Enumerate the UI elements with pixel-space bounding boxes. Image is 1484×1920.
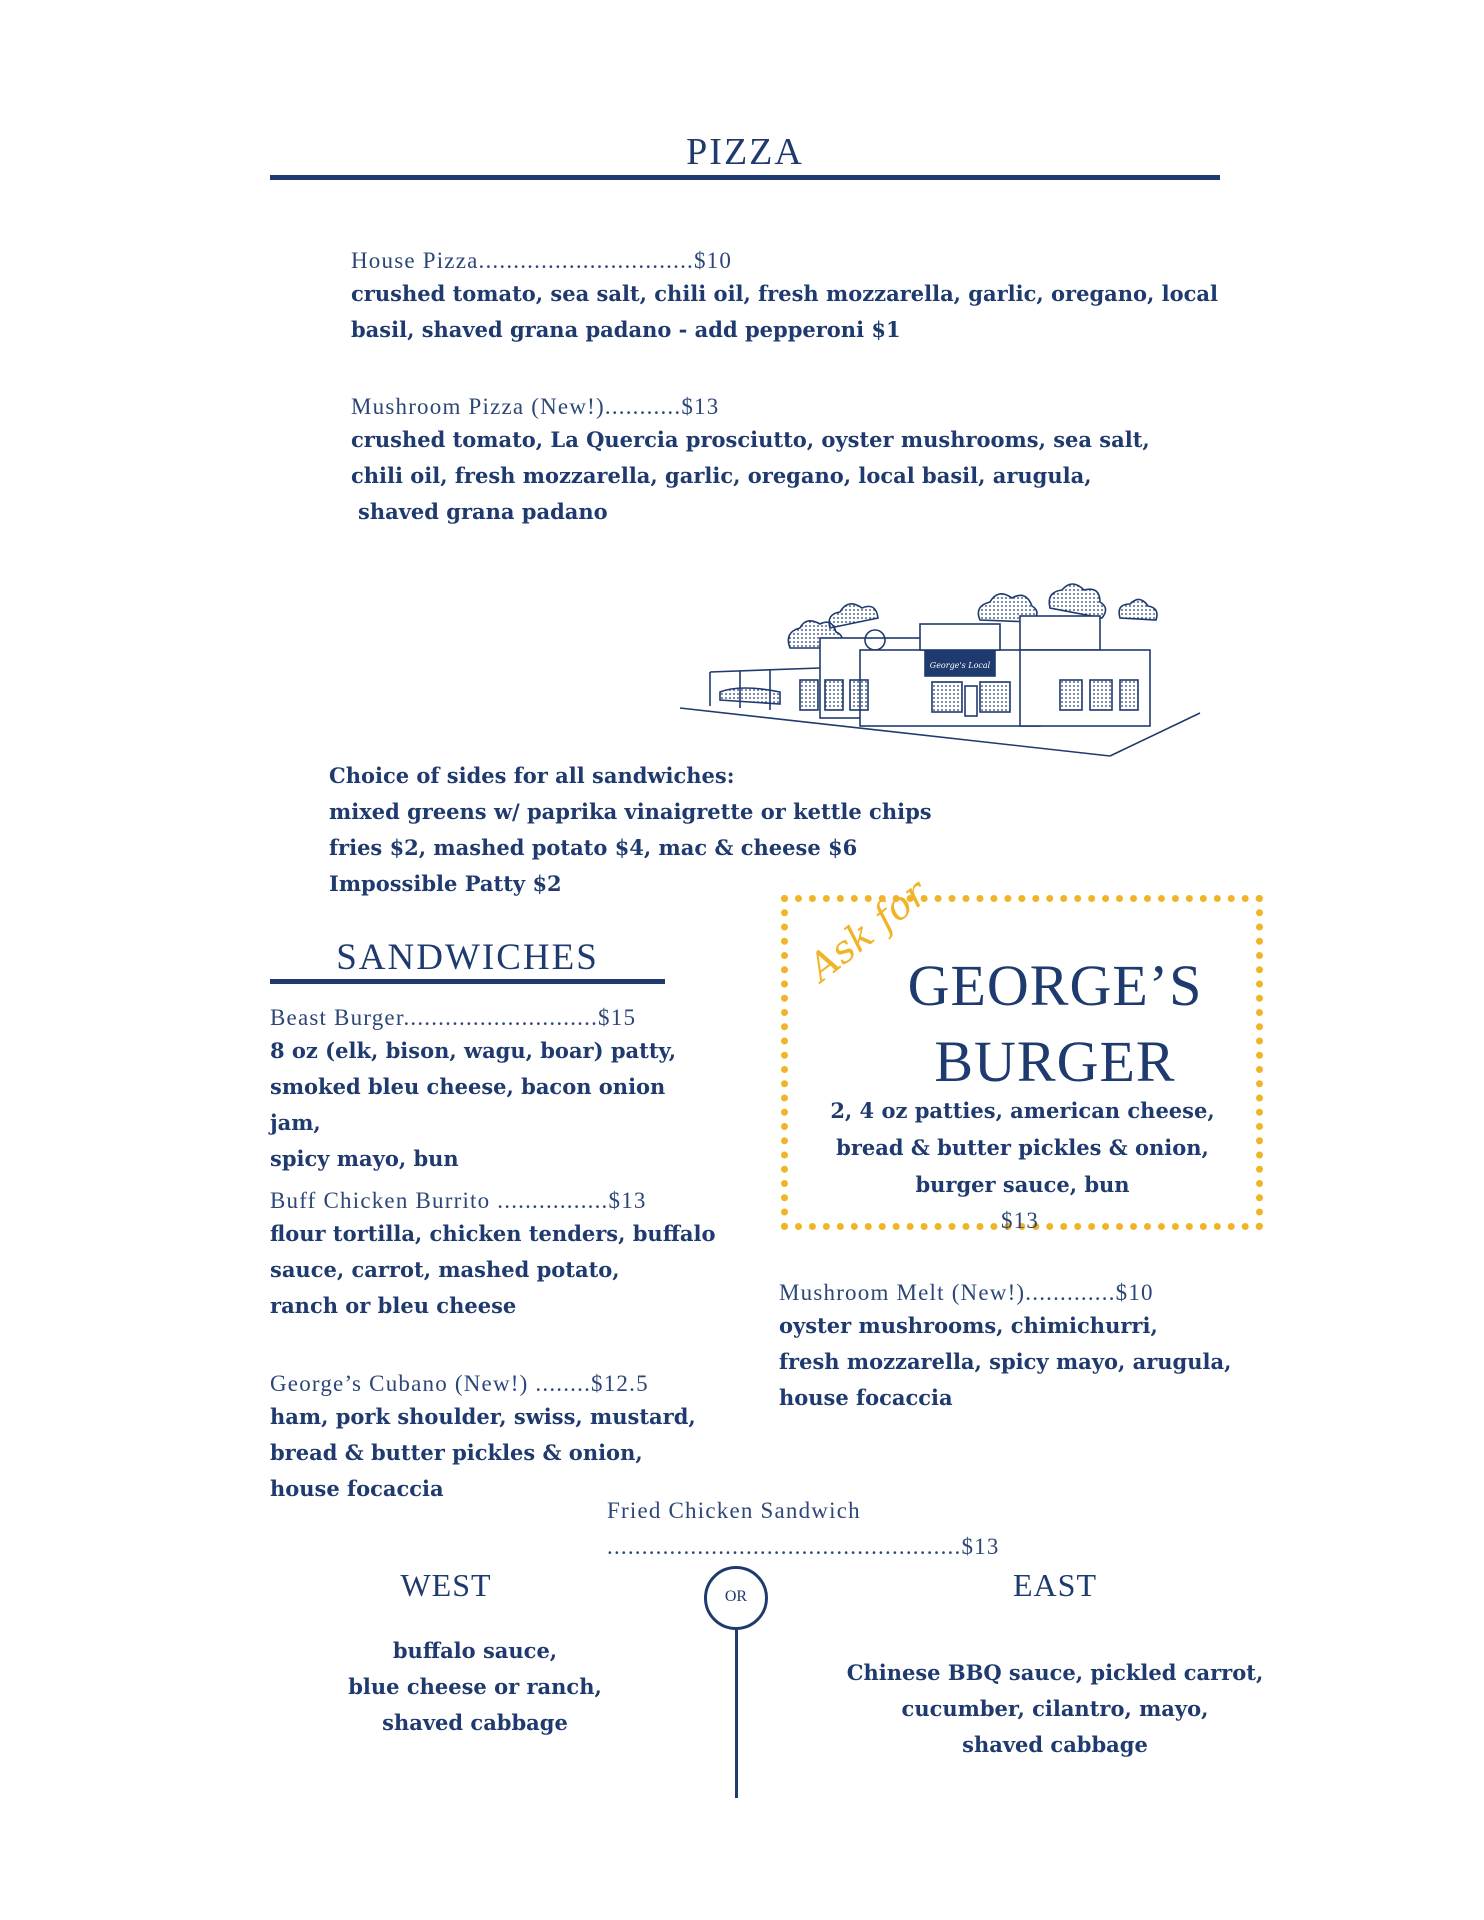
item-title-line	[270, 1005, 720, 1031]
item-price: $13	[961, 1534, 1000, 1559]
pizza-heading: PIZZA	[686, 131, 804, 173]
item-description	[270, 1033, 720, 1177]
item-title-line	[351, 248, 1251, 274]
sides-line: mixed greens w/ paprika vinaigrette or kettle chips	[329, 799, 932, 824]
desc-line: flour tortilla, chicken tenders, buffalo	[270, 1221, 716, 1246]
desc-line: crushed tomato, La Quercia prosciutto, oyster mushrooms, sea salt,	[351, 427, 1150, 452]
desc-line: bread & butter pickles & onion,	[836, 1135, 1209, 1160]
special-title-line2: BURGER	[934, 1029, 1176, 1094]
item-dots: ...............................	[478, 248, 694, 273]
item-dots: ............................	[403, 1005, 599, 1030]
desc-line: oyster mushrooms, chimichurri,	[779, 1313, 1158, 1338]
desc-line: ham, pork shoulder, swiss, mustard,	[270, 1404, 696, 1429]
item-name: Mushroom Melt (New!)	[779, 1280, 1026, 1305]
item-description	[779, 1308, 1279, 1416]
east-description	[830, 1655, 1280, 1763]
desc-line: blue cheese or ranch,	[348, 1674, 602, 1699]
desc-line: house focaccia	[779, 1385, 953, 1410]
desc-line: Chinese BBQ sauce, pickled carrot,	[846, 1660, 1264, 1685]
sandwiches-rule	[270, 979, 665, 984]
desc-line: shaved cabbage	[962, 1732, 1148, 1757]
desc-line: sauce, carrot, mashed potato,	[270, 1257, 620, 1282]
item-price: $10	[1115, 1280, 1154, 1305]
building-sign-text: George's Local	[929, 661, 991, 670]
fried-chicken-name: Fried Chicken Sandwich	[607, 1498, 861, 1523]
item-dots: .............	[1025, 1280, 1116, 1305]
item-price: $13	[608, 1188, 647, 1213]
item-description	[351, 422, 1251, 530]
item-description	[270, 1216, 720, 1324]
menu-item-mushroom-pizza	[351, 394, 1251, 530]
west-heading: WEST	[400, 1567, 492, 1603]
special-description	[800, 1092, 1245, 1203]
desc-line: cucumber, cilantro, mayo,	[901, 1696, 1209, 1721]
item-name: George’s Cubano (New!)	[270, 1371, 529, 1396]
item-dots: ...................................................	[607, 1534, 962, 1559]
desc-line: crushed tomato, sea salt, chili oil, fresh mozzarella, garlic, oregano, local	[351, 281, 1218, 306]
item-title-line	[270, 1371, 720, 1397]
fried-chicken-price-line	[607, 1534, 1000, 1560]
item-price: $13	[681, 394, 720, 419]
item-price: $15	[598, 1005, 637, 1030]
special-title-line1: GEORGE’S	[907, 953, 1203, 1018]
desc-line: 2, 4 oz patties, american cheese,	[830, 1098, 1215, 1123]
desc-line: 8 oz (elk, bison, wagu, boar) patty,	[270, 1038, 677, 1063]
menu-item-mushroom-melt	[779, 1280, 1279, 1416]
item-title-line	[270, 1188, 720, 1214]
item-description	[351, 276, 1251, 348]
or-divider-line	[735, 1630, 738, 1798]
item-title-line	[779, 1280, 1279, 1306]
desc-line: buffalo sauce,	[392, 1638, 558, 1663]
desc-line: ranch or bleu cheese	[270, 1293, 517, 1318]
or-label: OR	[724, 1588, 748, 1605]
special-script-text: Ask for	[800, 870, 936, 990]
item-name: Beast Burger	[270, 1005, 404, 1030]
item-dots: ........	[535, 1371, 592, 1396]
item-name: Buff Chicken Burrito	[270, 1188, 491, 1213]
item-name: Mushroom Pizza (New!)	[351, 394, 605, 419]
sides-block	[329, 758, 1029, 902]
desc-line: shaved cabbage	[382, 1710, 568, 1735]
desc-line: spicy mayo, bun	[270, 1146, 459, 1171]
item-dots: ................	[497, 1188, 609, 1213]
sides-line: fries $2, mashed potato $4, mac & cheese $6	[329, 835, 858, 860]
desc-line: smoked bleu cheese, bacon onion jam,	[270, 1074, 666, 1135]
item-price: $10	[693, 248, 733, 273]
menu-item-buff-chicken-burrito	[270, 1188, 720, 1324]
east-heading: EAST	[1013, 1567, 1097, 1603]
special-price: $13	[1000, 1208, 1040, 1233]
menu-item-house-pizza	[351, 248, 1251, 348]
restaurant-building-illustration	[680, 580, 1215, 765]
sides-line: Choice of sides for all sandwiches:	[329, 763, 735, 788]
desc-line: bread & butter pickles & onion,	[270, 1440, 643, 1465]
pizza-rule	[270, 175, 1220, 180]
menu-item-beast-burger	[270, 1005, 720, 1177]
item-price: $12.5	[591, 1371, 649, 1396]
menu-item-georges-cubano	[270, 1371, 720, 1507]
item-description	[270, 1399, 720, 1507]
desc-line: chili oil, fresh mozzarella, garlic, oregano, local basil, arugula,	[351, 463, 1092, 488]
desc-line: fresh mozzarella, spicy mayo, arugula,	[779, 1349, 1232, 1374]
desc-line: shaved grana padano	[358, 499, 608, 524]
item-dots: ...........	[604, 394, 682, 419]
desc-line: basil, shaved grana padano - add pepperoni $1	[351, 317, 901, 342]
item-title-line	[351, 394, 1251, 420]
sandwiches-heading: SANDWICHES	[336, 937, 599, 978]
desc-line: house focaccia	[270, 1476, 444, 1501]
sides-line: Impossible Patty $2	[329, 871, 562, 896]
desc-line: burger sauce, bun	[915, 1172, 1130, 1197]
west-description	[300, 1633, 650, 1741]
item-name: House Pizza	[351, 248, 479, 273]
